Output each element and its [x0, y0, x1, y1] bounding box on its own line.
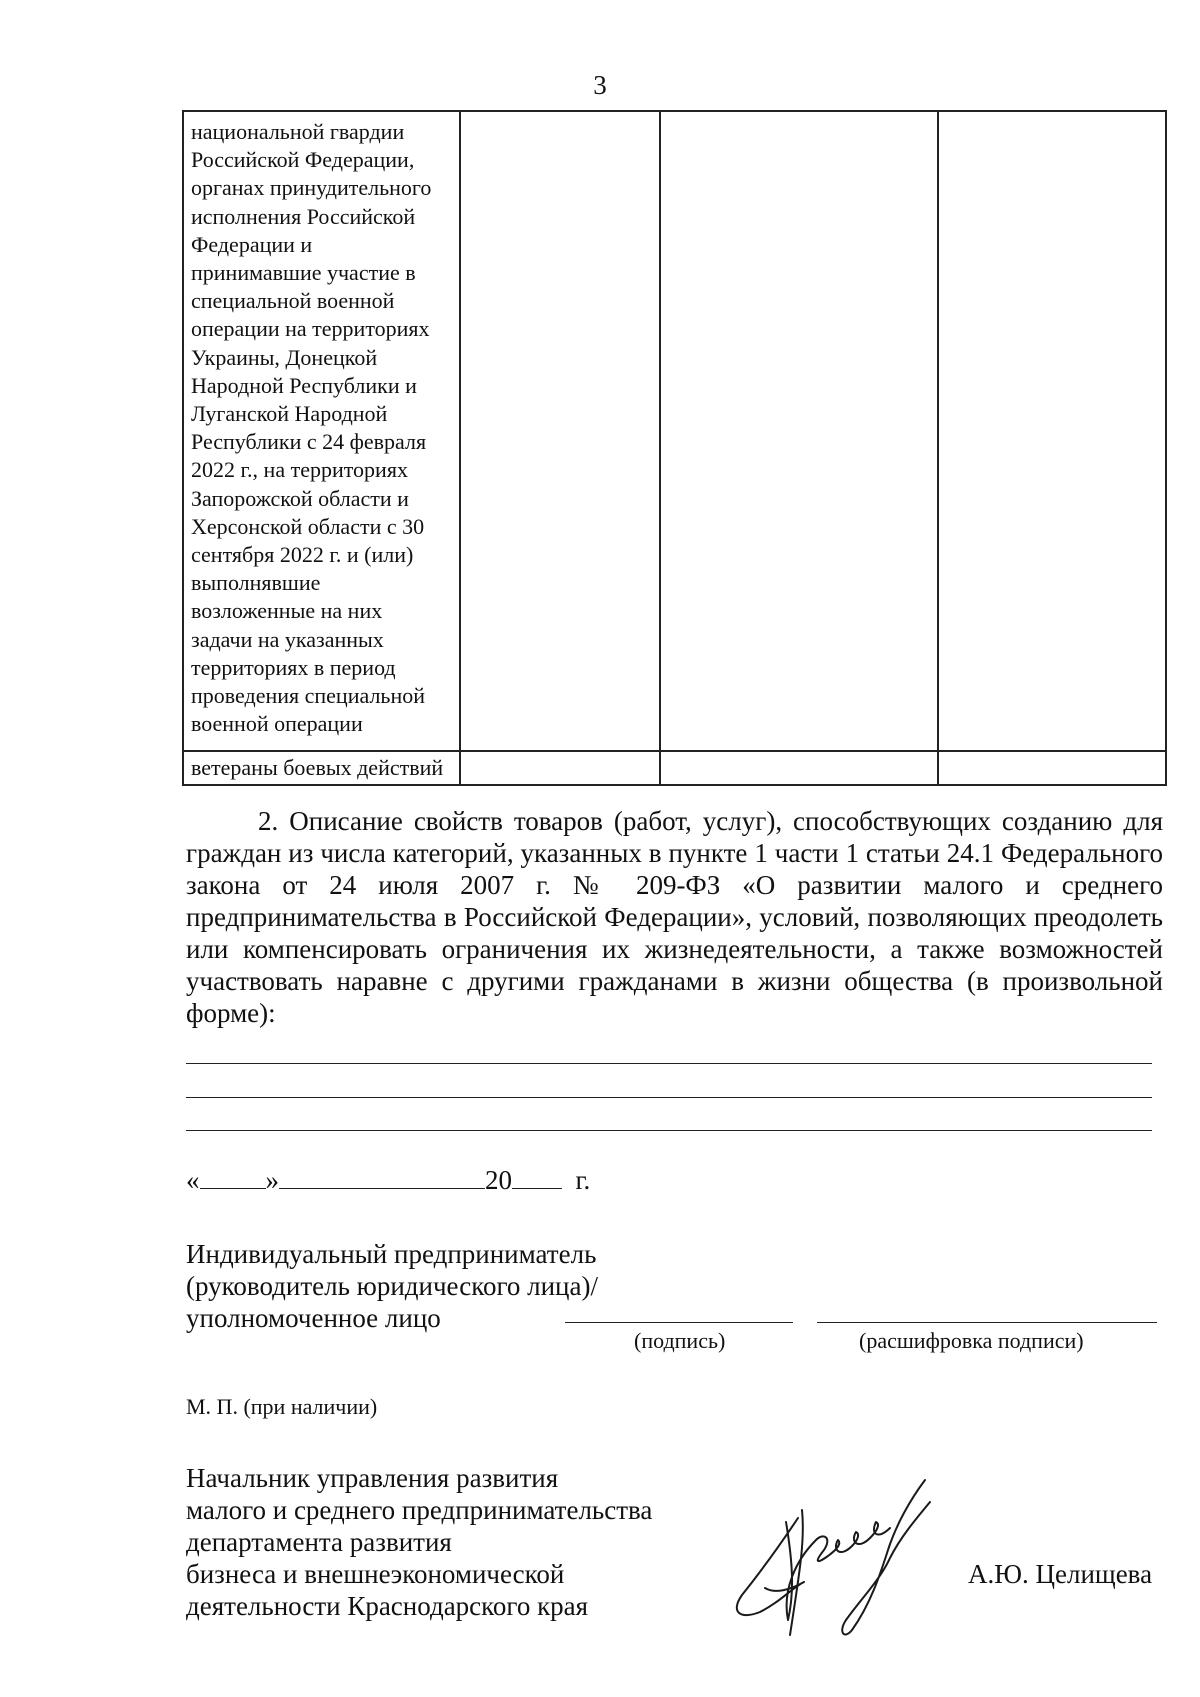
blank-line — [186, 1130, 1152, 1131]
month-blank — [279, 1162, 485, 1189]
head-line: департамента развития — [186, 1527, 452, 1557]
category-line: возложенные на них — [191, 598, 383, 624]
stamp-note: М. П. (при наличии) — [186, 1394, 378, 1419]
category-line: исполнения Российской — [191, 203, 416, 229]
category-line: Федерации и — [191, 231, 313, 257]
category-line: ветераны боевых действий — [191, 755, 444, 780]
category-line: Республики с 24 февраля — [191, 429, 427, 455]
paragraph-2: 2. Описание свойств товаров (работ, услуг), способствующих созданию для граждан из числа категорий, указанных в пункте 1 части 1 статьи 24.1 Федерального закона от 24 июля 2007 г. № 209-ФЗ «О развитии малого и среднего предпринимательства в Российской Федерации», условий, позволяющих преодолеть или компенсировать ограничения их жизнедеятельности, а также возможностей участвовать наравне с другими гражданами в жизни общества (в произвольной форме): — [186, 806, 1163, 1028]
category-line: Украины, Донецкой — [191, 344, 378, 370]
category-cell — [183, 751, 460, 785]
category-line: выполнявшие — [191, 570, 321, 596]
empty-cell — [938, 111, 1166, 751]
signature-line — [565, 1322, 793, 1323]
head-line: бизнеса и внешнеэкономической — [186, 1559, 565, 1589]
table-row — [183, 111, 1166, 751]
empty-cell — [460, 111, 660, 751]
category-line: Луганской Народной — [191, 401, 388, 427]
page-number: 3 — [593, 70, 607, 100]
category-line: принимавшие участие в — [191, 260, 416, 286]
category-line: органах принудительного — [191, 175, 432, 201]
category-line: Народной Республики и — [191, 372, 417, 398]
signer-line: (руководитель юридического лица)/ — [186, 1271, 598, 1301]
year-prefix: 20 — [485, 1165, 512, 1195]
categories-table — [182, 110, 1167, 786]
category-line: Запорожской области и — [191, 485, 409, 511]
blank-line — [186, 1063, 1152, 1064]
close-quote: » — [265, 1165, 279, 1195]
table-row — [183, 751, 1166, 785]
category-line: национальной гвардии — [191, 119, 405, 144]
category-cell — [183, 111, 460, 751]
signer-line: Индивидуальный предприниматель — [186, 1239, 597, 1269]
head-name: А.Ю. Целищева — [968, 1559, 1153, 1589]
category-line: операции на территориях — [191, 316, 430, 342]
open-quote: « — [186, 1165, 200, 1195]
category-line: специальной военной — [191, 288, 395, 314]
category-line: проведения специальной — [191, 683, 425, 709]
handwritten-signature — [720, 1470, 980, 1640]
category-line: Херсонской области с 30 — [191, 513, 425, 539]
empty-cell — [660, 111, 938, 751]
category-line: военной операции — [191, 711, 363, 737]
category-line: территориях в период — [191, 654, 396, 680]
head-line: малого и среднего предпринимательства — [186, 1495, 653, 1525]
signer-line: уполномоченное лицо — [186, 1303, 441, 1333]
head-block — [186, 1462, 652, 1622]
empty-cell — [460, 751, 660, 785]
category-line: Российской Федерации, — [191, 147, 415, 173]
head-line: Начальник управления развития — [186, 1463, 559, 1493]
blank-line — [186, 1097, 1152, 1098]
decoding-line — [817, 1322, 1157, 1323]
year-blank — [512, 1162, 562, 1189]
signature-caption: (подпись) — [634, 1328, 726, 1353]
category-line: сентября 2022 г. и (или) — [191, 542, 414, 568]
category-line: 2022 г., на территориях — [191, 457, 408, 483]
signer-block — [186, 1238, 598, 1334]
category-line: задачи на указанных — [191, 626, 384, 652]
day-blank — [200, 1162, 266, 1189]
empty-cell — [660, 751, 938, 785]
date-row — [186, 1162, 590, 1196]
decoding-caption: (расшифровка подписи) — [859, 1328, 1084, 1353]
empty-cell — [938, 751, 1166, 785]
head-line: деятельности Краснодарского края — [186, 1591, 589, 1621]
year-suffix: г. — [575, 1165, 591, 1195]
